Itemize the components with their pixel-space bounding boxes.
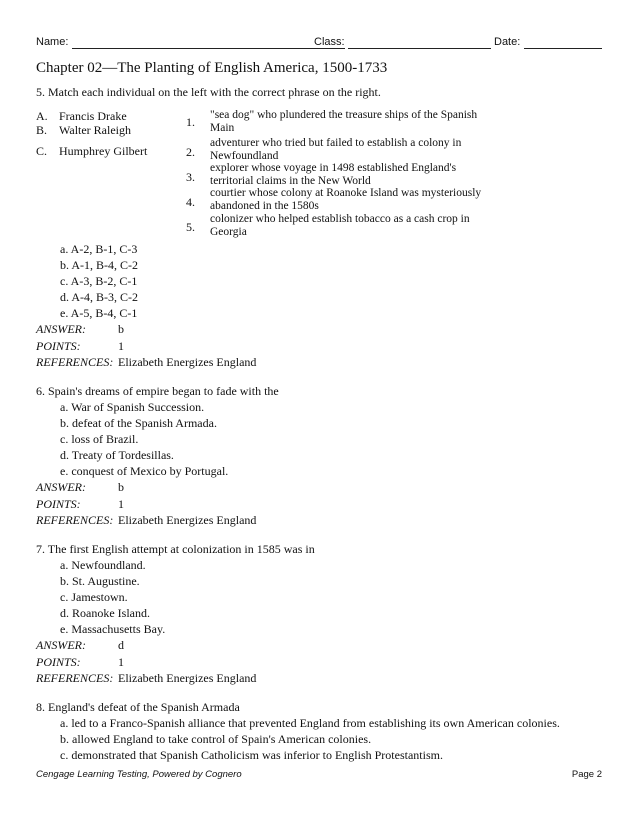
footer-credit: Cengage Learning Testing, Powered by Cognero <box>36 769 242 780</box>
question-5-prompt: 5. Match each individual on the left with the correct phrase on the right. <box>36 85 381 99</box>
answer-label: ANSWER: <box>36 480 86 494</box>
chapter-title: Chapter 02—The Planting of English America, 1500-1733 <box>36 60 388 76</box>
answer-option: a. Newfoundland. <box>60 558 146 572</box>
points-label: POINTS: <box>36 655 81 669</box>
answer-label: ANSWER: <box>36 322 86 336</box>
answer-option: a. A-2, B-1, C-3 <box>60 242 138 256</box>
q5-right-number: 4. <box>186 195 195 209</box>
answer-option: c. loss of Brazil. <box>60 432 139 446</box>
answer-option: b. St. Augustine. <box>60 574 140 588</box>
q5-right-number: 2. <box>186 145 195 159</box>
date-field-line <box>524 48 602 49</box>
answer-option: b. defeat of the Spanish Armada. <box>60 416 217 430</box>
q5-left-name: Humphrey Gilbert <box>59 144 148 158</box>
page-header <box>36 36 602 52</box>
q5-left-letter: B. <box>36 123 48 137</box>
question-7-prompt: 7. The first English attempt at colonization in 1585 was in <box>36 542 315 556</box>
q5-right-phrase-line: abandoned in the 1580s <box>210 200 319 212</box>
q5-right-phrase-line: Georgia <box>210 226 247 238</box>
answer-value: b <box>118 322 124 336</box>
q5-right-phrase-line: Newfoundland <box>210 150 279 162</box>
references-value: Elizabeth Energizes England <box>118 513 257 527</box>
q5-right-phrase-line: courtier whose colony at Roanoke Island was mysteriously <box>210 187 482 199</box>
question-6-prompt: 6. Spain's dreams of empire began to fade with the <box>36 384 279 398</box>
references-label: REFERENCES: <box>36 355 114 369</box>
class-label: Class: <box>314 36 345 48</box>
q5-right-phrase-line: adventurer who tried but failed to establish a colony in <box>210 137 462 149</box>
q5-left-letter: A. <box>36 109 48 123</box>
q5-right-number: 3. <box>186 170 195 184</box>
answer-label: ANSWER: <box>36 638 86 652</box>
points-label: POINTS: <box>36 339 81 353</box>
name-label: Name: <box>36 36 69 48</box>
q5-right-phrase-line: territorial claims in the New World <box>210 175 371 187</box>
q5-right-phrase-line: Main <box>210 122 235 134</box>
answer-option: e. conquest of Mexico by Portugal. <box>60 464 229 478</box>
q5-right-phrase-line: explorer whose voyage in 1498 established England's <box>210 162 457 174</box>
q5-left-name: Walter Raleigh <box>59 123 132 137</box>
points-value: 1 <box>118 339 124 353</box>
answer-option: d. A-4, B-3, C-2 <box>60 290 138 304</box>
references-label: REFERENCES: <box>36 513 114 527</box>
date-label: Date: <box>494 36 521 48</box>
q5-right-number: 5. <box>186 220 195 234</box>
answer-option: e. Massachusetts Bay. <box>60 622 166 636</box>
answer-option: c. Jamestown. <box>60 590 128 604</box>
answer-option: d. Treaty of Tordesillas. <box>60 448 174 462</box>
class-field-line <box>348 48 491 49</box>
q5-right-phrase-line: "sea dog" who plundered the treasure ships of the Spanish <box>210 109 478 121</box>
answer-value: d <box>118 638 124 652</box>
answer-option: a. War of Spanish Succession. <box>60 400 205 414</box>
q5-left-name: Francis Drake <box>59 109 127 123</box>
answer-option: a. led to a Franco-Spanish alliance that prevented England from establishing its own American colonies. <box>60 716 560 730</box>
references-value: Elizabeth Energizes England <box>118 355 257 369</box>
answer-option: e. A-5, B-4, C-1 <box>60 306 138 320</box>
q5-right-number: 1. <box>186 115 195 129</box>
points-label: POINTS: <box>36 497 81 511</box>
points-value: 1 <box>118 655 124 669</box>
answer-option: c. A-3, B-2, C-1 <box>60 274 138 288</box>
question-8-prompt: 8. England's defeat of the Spanish Armada <box>36 700 240 714</box>
references-label: REFERENCES: <box>36 671 114 685</box>
answer-value: b <box>118 480 124 494</box>
answer-option: c. demonstrated that Spanish Catholicism was inferior to English Protestantism. <box>60 748 443 762</box>
page-number: Page 2 <box>571 769 602 780</box>
name-field-line <box>72 48 345 49</box>
answer-option: b. A-1, B-4, C-2 <box>60 258 138 272</box>
q5-right-phrase-line: colonizer who helped establish tobacco as a cash crop in <box>210 213 470 225</box>
answer-option: b. allowed England to take control of Spain's American colonies. <box>60 732 372 746</box>
points-value: 1 <box>118 497 124 511</box>
references-value: Elizabeth Energizes England <box>118 671 257 685</box>
q5-left-letter: C. <box>36 144 48 158</box>
answer-option: d. Roanoke Island. <box>60 606 150 620</box>
